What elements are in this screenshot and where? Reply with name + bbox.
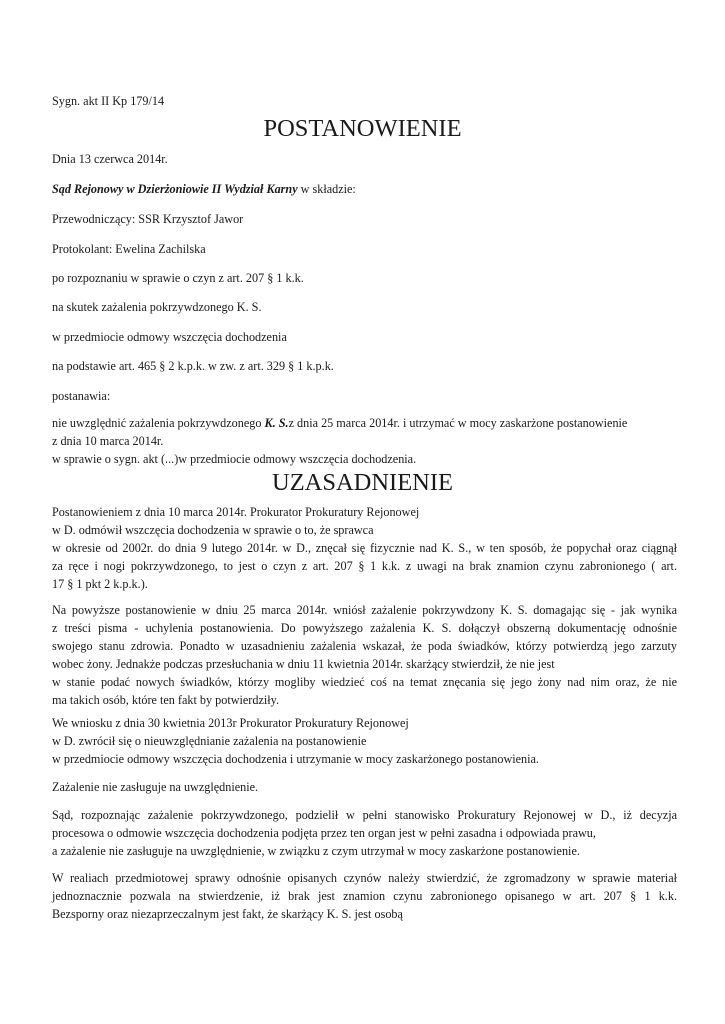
case-signature: Sygn. akt II Kp 179/14	[52, 94, 165, 108]
subject-line: w przedmiocie odmowy wszczęcia dochodzenia	[52, 330, 287, 344]
paragraph-6: W realiach przedmiotowej sprawy odnośnie opisanych czynów należy stwierdzić, że zgromadzony w sprawie materiał jednoznacznie pozwala na stwierdzenie, iż brak jest znamion czynu zabronionego opisanego w art. 207 § 1 k.k. Bezsporny oraz niezaprzeczalnym jest fakt, że skarżący K. S. jest osobą	[52, 871, 677, 921]
party-name: K. S.	[264, 416, 289, 430]
document-title: POSTANOWIENIE	[263, 115, 462, 142]
paragraph-2: Na powyższe postanowienie w dniu 25 marca 2014r. wniósł zażalenie pokrzywdzony K. S. domagając się - jak wynika z treści pisma - uchylenia postanowienia. Do powyższego zażalenia K. S. dołączył obszerną dokumentację odnośnie swojego stanu zdrowia. Ponadto w uzasadnieniu zażalenia wskazał, że poda świadków, którzy potwierdzą jego zarzuty wobec żony. Jednakże podczas przesłuchania w dniu 11 kwietnia 2014r. skarżący stwierdził, że nie jest w stanie podać nowych świadków, którzy mogliby wiedzieć coś na temat znęcania się jego żony nad nim oraz, że nie ma takich osób, które ten fakt by potwierdziły.	[52, 603, 677, 707]
basis-line: na podstawie art. 465 § 2 k.p.k. w zw. z art. 329 § 1 k.p.k.	[52, 359, 334, 373]
date-line: Dnia 13 czerwca 2014r.	[52, 152, 168, 166]
case-line: po rozpoznaniu w sprawie o czyn z art. 207 § 1 k.k.	[52, 271, 304, 285]
complaint-line: na skutek zażalenia pokrzywdzonego K. S.	[52, 300, 262, 314]
paragraph-1: Postanowieniem z dnia 10 marca 2014r. Prokurator Prokuratury Rejonowej w D. odmówił wszczęcia dochodzenia w sprawie o to, że sprawca w okresie od 2002r. do dnia 9 lutego 2014r. w D., znęcał się fizycznie nad K. S., w ten sposób, że popychał oraz ciągnął za ręce i nogi pokrzywdzonego, to jest o czyn z art. 207 § 1 k.k. z uwagi na brak znamion czynu zabronionego ( art. 17 § 1 pkt 2 k.p.k.).	[52, 505, 677, 591]
justification-title: UZASADNIENIE	[272, 469, 453, 496]
court-line	[52, 180, 677, 198]
paragraph-4: Zażalenie nie zasługuje na uwzględnienie.	[52, 780, 259, 794]
paragraph-5: Sąd, rozpoznając zażalenie pokrzywdzonego, podzielił w pełni stanowisko Prokuratury Rejonowej w D., iż decyzja procesowa o odmowie wszczęcia dochodzenia podjęta przez ten organ jest w pełni zasadna i odpowiada prawu, a zażalenie nie zasługuje na uwzględnienie, w związku z czym utrzymał w mocy zaskarżone postanowienie.	[52, 808, 677, 858]
paragraph-3: We wniosku z dnia 30 kwietnia 2013r Prokurator Prokuratury Rejonowej w D. zwrócił się o nieuwzględnianie zażalenia na postanowienie w przedmiocie odmowy wszczęcia dochodzenia i utrzymanie w mocy zaskarżonego postanowienia.	[52, 716, 539, 766]
court-name: Sąd Rejonowy w Dzierżoniowie II Wydział Karny	[52, 182, 298, 196]
chair-line: Przewodniczący: SSR Krzysztof Jawor	[52, 212, 244, 226]
clerk-line: Protokolant: Ewelina Zachilska	[52, 242, 206, 256]
court-suffix: w składzie:	[297, 182, 356, 196]
ruling-line-2: z dnia 10 marca 2014r.	[52, 434, 164, 448]
ruling-paragraph	[52, 414, 677, 468]
ruling-line-1: nie uwzględnić zażalenia pokrzywdzonego K. S.z dnia 25 marca 2014r. i utrzymać w mocy zaskarżone postanowienie	[52, 416, 628, 430]
decides-line: postanawia:	[52, 389, 111, 403]
ruling-line-3: w sprawie o sygn. akt (...)w przedmiocie odmowy wszczęcia dochodzenia.	[52, 452, 417, 466]
